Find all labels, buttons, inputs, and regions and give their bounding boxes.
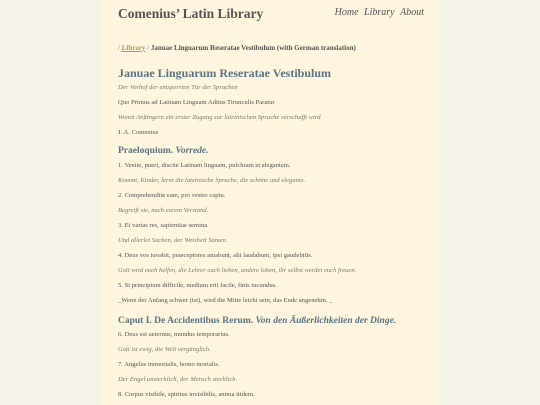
heading-latin: Praeloquium. bbox=[118, 146, 174, 156]
author-line: J. A. Comenius bbox=[118, 129, 159, 136]
text-line: Gott ist ewig, die Welt vergänglich. bbox=[118, 346, 211, 353]
intro-line: Quo Primus ad Latinam Linguam Aditus Tirunculis Paratur bbox=[118, 99, 275, 106]
text-line: _Wenn der Anfang schwer (ist), wird die Mitte leicht sein, das Ende angenehm. _ bbox=[118, 297, 333, 304]
intro-line: Der Vorhof der entsperrten Tür der Sprachen bbox=[118, 84, 238, 91]
text-line: 4. Deus vos iuvabit, praeceptores amabunt, alii laudabunt, ipsi gaudebitis. bbox=[118, 252, 313, 259]
breadcrumb-separator: / bbox=[118, 44, 120, 52]
text-line: 1. Venite, pueri, discite Latinam linguam, pulchram et elegantem. bbox=[118, 162, 291, 169]
text-line: 5. Si principium difficile, medium erit facile, finis iucundus. bbox=[118, 282, 277, 289]
breadcrumb-current: Januae Linguarum Reseratae Vestibulum (with German translation) bbox=[150, 44, 356, 52]
intro-line: Womit Anfängern ein erster Zugang zur lateinischen Sprache verschafft wird bbox=[118, 114, 321, 121]
page-title: Januae Linguarum Reseratae Vestibulum bbox=[118, 66, 332, 80]
page-container bbox=[100, 0, 440, 405]
text-line: Begreift sie, nach eurem Verstand. bbox=[118, 207, 209, 214]
text-line: Gott wird euch helfen, die Lehrer euch lieben, andere loben, ihr selbst werdet euch freuen. bbox=[118, 267, 357, 274]
text-line: 2. Comprehendite eam, pro vestro captu. bbox=[118, 192, 226, 199]
section-heading-praeloquium bbox=[118, 146, 209, 156]
text-line: Kommt, Kinder, lernt die lateinische Sprache, die schöne und elegante. bbox=[118, 177, 306, 184]
text-line: 6. Deus est aeternus, mundus temporarius. bbox=[118, 331, 230, 338]
nav-about-link[interactable]: About bbox=[400, 7, 424, 18]
heading-german: Vorrede. bbox=[175, 146, 209, 156]
text-line: Und allerlei Sachen, der Weisheit Samen. bbox=[118, 237, 228, 244]
heading-german: Von den Äußerlichkeiten der Dinge. bbox=[255, 316, 397, 326]
text-line: 3. Et varias res, sapientiae semina. bbox=[118, 222, 209, 229]
text-line: 7. Angelus immortalis, homo mortalis. bbox=[118, 361, 220, 368]
text-line: 8. Corpus visibile, spiritus invisibilis, anima itidem. bbox=[118, 391, 255, 398]
breadcrumb-separator: / bbox=[147, 44, 150, 52]
breadcrumb-library-link[interactable]: Library bbox=[121, 44, 146, 52]
breadcrumb bbox=[118, 44, 356, 52]
site-title[interactable]: Comenius’ Latin Library bbox=[118, 6, 264, 21]
nav-home-link[interactable]: Home bbox=[334, 7, 359, 18]
heading-latin: Caput I. De Accidentibus Rerum. bbox=[118, 316, 254, 326]
section-heading-caput1 bbox=[118, 316, 396, 326]
nav-library-link[interactable]: Library bbox=[364, 7, 395, 18]
top-nav bbox=[332, 7, 424, 18]
text-line: Der Engel unsterblich, der Mensch sterblich. bbox=[118, 376, 238, 383]
